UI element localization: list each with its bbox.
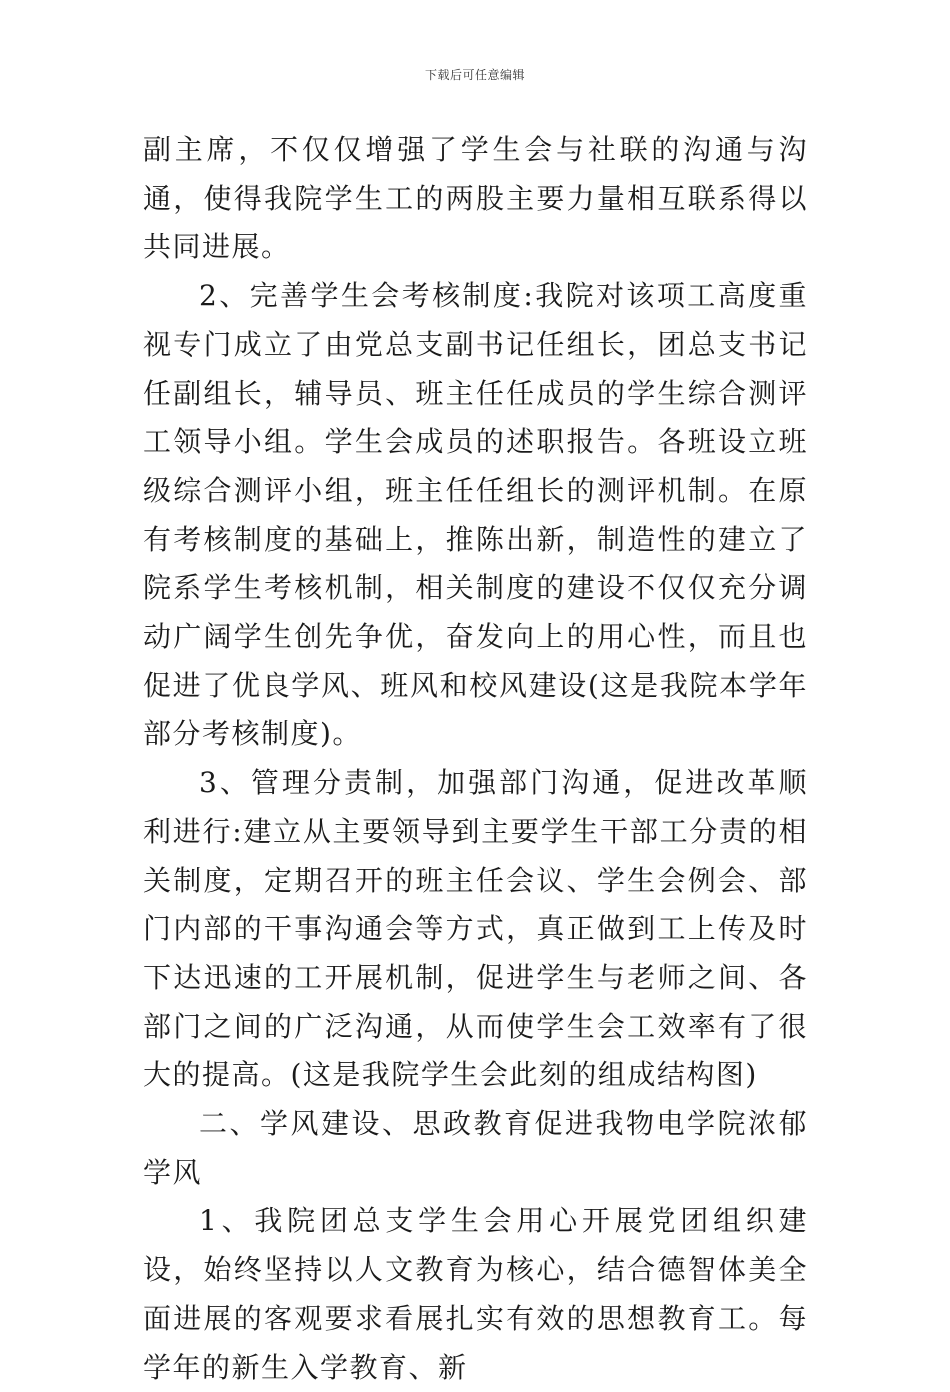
paragraph-assessment-system: 2、完善学生会考核制度:我院对该项工高度重视专门成立了由党总支副书记任组长，团总支书记任副组长，辅导员、班主任任成员的学生综合测评工领导小组。学生会成员的述职报告。各班设立班级综合测评小组，班主任任组长的测评机制。在原有考核制度的基础上，推陈出新，制造性的建立了院系学生考核机制，相关制度的建设不仅仅充分调动广阔学生创先争优，奋发向上的用心性，而且也促进了优良学风、班风和校风建设(这是我院本学年部分考核制度)。 (143, 279, 808, 751)
header-note: 下载后可任意编辑 (424, 68, 525, 82)
paragraph-party-league-building: 1、我院团总支学生会用心开展党团组织建设，始终坚持以人文教育为核心，结合德智体美全面进展的客观要求看展扎实有效的思想教育工。每学年的新生入学教育、新 (143, 1204, 808, 1384)
paragraph-continuation: 副主席，不仅仅增强了学生会与社联的沟通与沟通，使得我院学生工的两股主要力量相互联系得以共同进展。 (143, 133, 808, 264)
paragraph-responsibility-system: 3、管理分责制，加强部门沟通，促进改革顺利进行:建立从主要领导到主要学生干部工分责的相关制度，定期召开的班主任会议、学生会例会、部门内部的干事沟通会等方式，真正做到工上传及时下达迅速的工开展机制，促进学生与老师之间、各部门之间的广泛沟通，从而使学生会工效率有了很大的提高。(这是我院学生会此刻的组成结构图) (143, 766, 808, 1092)
document-body (143, 126, 808, 1392)
section-heading-study-style: 二、学风建设、思政教育促进我物电学院浓郁学风 (143, 1107, 808, 1189)
